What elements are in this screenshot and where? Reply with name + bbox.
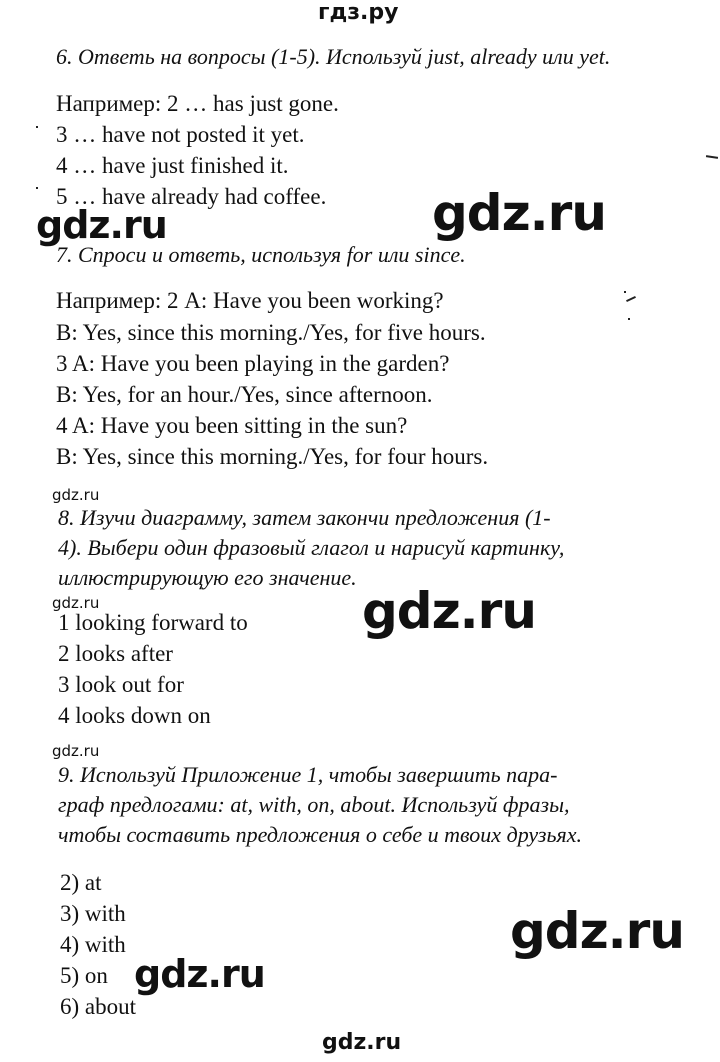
ex7-line: B: Yes, for an hour./Yes, since afternoon. <box>56 382 433 407</box>
ex9-title-line: граф предлогами: at, with, on, about. Используй фразы, <box>58 792 570 817</box>
watermark: gdz.ru <box>36 203 167 247</box>
ex8-line: 4 looks down on <box>58 703 211 728</box>
watermark: gdz.ru <box>52 594 100 612</box>
ex9-line: 5) on <box>60 963 108 988</box>
ex8-title-line: 4). Выбери один фразовый глагол и нарисуй картинку, <box>58 535 565 560</box>
ex6-line: 4 … have just finished it. <box>56 153 289 178</box>
page-footer: gdz.ru <box>322 1030 402 1055</box>
ex9-line: 6) about <box>60 994 137 1019</box>
ex7-line: Например: 2 A: Have you been working? <box>56 288 444 313</box>
watermark: gdz.ru <box>432 184 606 242</box>
ex8-title-line: 8. Изучи диаграмму, затем закончи предложения (1- <box>58 505 551 530</box>
watermark: gdz.ru <box>52 742 100 760</box>
ex9-title-line: 9. Используй Приложение 1, чтобы завершить пара- <box>58 762 558 787</box>
scan-speck <box>36 187 38 189</box>
ex8-line: 2 looks after <box>58 641 173 666</box>
ex6-line: Например: 2 … has just gone. <box>56 91 339 116</box>
ex9-line: 3) with <box>60 901 126 926</box>
ex7-line: 4 A: Have you been sitting in the sun? <box>56 413 408 438</box>
ex9-title-line: чтобы составить предложения о себе и твоих друзьях. <box>58 822 582 847</box>
ex9-line: 2) at <box>60 870 102 895</box>
ex7-line: B: Yes, since this morning./Yes, for five hours. <box>56 320 486 345</box>
ex7-title: 7. Спроси и ответь, используя for или since. <box>56 242 466 267</box>
scan-speck <box>706 155 718 159</box>
ex8-line: 1 looking forward to <box>58 610 248 635</box>
watermark: gdz.ru <box>362 582 536 640</box>
scan-speck <box>626 296 636 302</box>
scan-speck <box>36 126 38 128</box>
ex8-title-line: иллюстрирующую его значение. <box>58 565 357 590</box>
scan-speck <box>628 318 630 320</box>
ex7-line: B: Yes, since this morning./Yes, for four hours. <box>56 444 489 469</box>
watermark: gdz.ru <box>134 952 265 996</box>
ex7-line: 3 A: Have you been playing in the garden? <box>56 351 450 376</box>
ex6-line: 5 … have already had coffee. <box>56 184 327 209</box>
watermark: gdz.ru <box>52 486 100 504</box>
page-header: гдз.ру <box>318 0 399 25</box>
ex9-line: 4) with <box>60 932 126 957</box>
ex6-title: 6. Ответь на вопросы (1-5). Используй just, already или yet. <box>56 44 611 69</box>
ex8-line: 3 look out for <box>58 672 184 697</box>
watermark: gdz.ru <box>510 902 684 960</box>
ex6-line: 3 … have not posted it yet. <box>56 122 305 147</box>
scan-speck <box>624 291 626 293</box>
